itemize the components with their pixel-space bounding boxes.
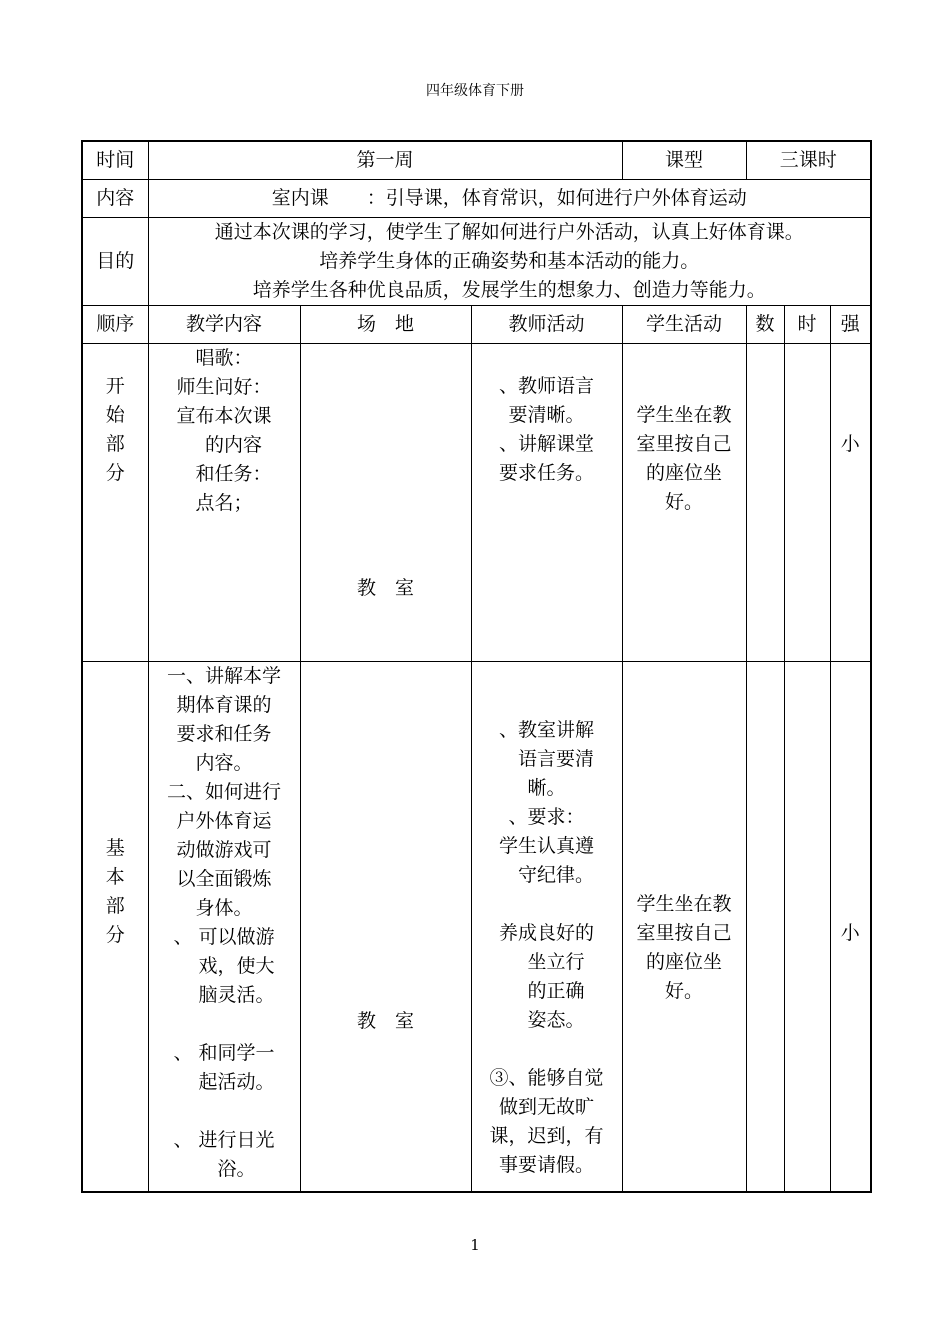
basic-teacher-lines (472, 662, 622, 1180)
col-header-order: 顺序 (82, 306, 148, 344)
start-student-lines (623, 344, 746, 517)
venue-text: 教 室 (356, 1010, 414, 1032)
goal-line: 培养学生各种优良品质，发展学生的想象力、创造力等能力。 (252, 279, 766, 301)
type-label: 课型 (622, 141, 746, 180)
teacher-line: 的正确 (508, 980, 585, 1002)
teacher-line: 、要求： (508, 806, 585, 828)
content-line: 的内容 (185, 434, 262, 456)
start-teacher-lines (472, 344, 622, 488)
col-header-count: 数 (746, 306, 784, 344)
col-header-teacher: 教师活动 (471, 306, 622, 344)
start-teacher (471, 344, 622, 662)
content-line: 二、如何进行 (166, 781, 281, 803)
content-label: 内容 (82, 180, 148, 218)
basic-content-lines (149, 662, 300, 1184)
teacher-line: 守纪律。 (499, 864, 595, 886)
content-line: 起活动。 (173, 1071, 275, 1093)
col-header-content: 教学内容 (148, 306, 300, 344)
basic-intensity (830, 662, 871, 1193)
intensity-value: 小 (840, 433, 860, 455)
teacher-line: 做到无故旷 (499, 1096, 595, 1118)
content-line: 期体育课的 (176, 694, 272, 716)
start-content (148, 344, 300, 662)
col-header-time: 时 (784, 306, 830, 344)
content-line: 浴。 (192, 1158, 256, 1180)
student-line: 好。 (665, 980, 704, 1002)
teacher-line: 语言要清 (499, 748, 595, 770)
order-char: 基 (105, 837, 125, 859)
goal-lines (149, 218, 871, 305)
lesson-plan-table (81, 140, 872, 1193)
start-content-lines (149, 344, 300, 518)
content-line: 、 可以做游 (173, 926, 275, 948)
content-line (149, 1010, 300, 1039)
start-section-row (82, 344, 871, 662)
start-intensity (830, 344, 871, 662)
student-line: 的座位坐 (646, 462, 723, 484)
col-header-intensity: 强 (830, 306, 871, 344)
content-line: 宣布本次课 (176, 405, 272, 427)
student-line: 室里按自己 (636, 922, 732, 944)
col-header-venue: 场 地 (300, 306, 471, 344)
order-char: 分 (105, 462, 125, 484)
teacher-line: 晰。 (527, 777, 566, 799)
start-order-lines (83, 344, 148, 488)
time-label: 时间 (82, 141, 148, 180)
order-char: 开 (105, 375, 125, 397)
order-char: 本 (105, 866, 125, 888)
student-line: 好。 (665, 491, 704, 513)
student-line: 学生坐在教 (636, 893, 732, 915)
start-student (622, 344, 746, 662)
intensity-value: 小 (840, 922, 860, 944)
goal-text (148, 218, 871, 306)
page-number: 1 (470, 1236, 480, 1254)
teacher-line: 养成良好的 (499, 922, 595, 944)
venue-text: 教 室 (356, 577, 414, 599)
content-line: 戏，使大 (173, 955, 275, 977)
start-time (784, 344, 830, 662)
content-value: 室内课 ：引导课，体育常识，如何进行户外体育运动 (148, 180, 871, 218)
week-value: 第一周 (148, 141, 622, 180)
content-line (149, 1097, 300, 1126)
content-line: 要求和任务 (176, 723, 272, 745)
start-venue (300, 344, 471, 662)
basic-time (784, 662, 830, 1193)
student-line: 的座位坐 (646, 951, 723, 973)
content-line: 点名； (195, 492, 253, 514)
content-line: 师生问好： (176, 376, 272, 398)
order-char: 分 (105, 924, 125, 946)
basic-student-lines (623, 662, 746, 1006)
content-line: 动做游戏可 (176, 839, 272, 861)
teacher-line: 、教师语言 (499, 375, 595, 397)
order-char: 部 (105, 433, 125, 455)
content-line: 和任务： (176, 463, 272, 485)
basic-content (148, 662, 300, 1193)
start-order (82, 344, 148, 662)
document-header: 四年级体育下册 (426, 83, 524, 99)
teacher-line: 要求任务。 (499, 462, 595, 484)
student-line: 学生坐在教 (636, 404, 732, 426)
basic-venue (300, 662, 471, 1193)
teacher-line (472, 1035, 622, 1064)
basic-student (622, 662, 746, 1193)
teacher-line: 学生认真遵 (499, 835, 595, 857)
basic-order (82, 662, 148, 1193)
content-line: 、 进行日光 (173, 1129, 275, 1151)
order-char: 部 (105, 895, 125, 917)
teacher-line: 、讲解课堂 (499, 433, 595, 455)
teacher-line: 、教室讲解 (499, 719, 595, 741)
teacher-line: ③、能够自觉 (489, 1067, 604, 1089)
col-header-student: 学生活动 (622, 306, 746, 344)
teacher-line: 坐立行 (508, 951, 585, 973)
content-line: 身体。 (195, 897, 253, 919)
basic-count (746, 662, 784, 1193)
content-line: 、 和同学一 (173, 1042, 275, 1064)
content-line: 唱歌： (195, 347, 253, 369)
goal-line: 培养学生身体的正确姿势和基本活动的能力。 (319, 250, 700, 272)
type-value: 三课时 (746, 141, 871, 180)
goal-line: 通过本次课的学习，使学生了解如何进行户外活动，认真上好体育课。 (214, 221, 804, 243)
content-line: 以全面锻炼 (176, 868, 272, 890)
teacher-line: 姿态。 (508, 1009, 585, 1031)
teacher-line: 要清晰。 (508, 404, 585, 426)
teacher-line: 事要请假。 (499, 1154, 595, 1176)
content-line: 脑灵活。 (173, 984, 275, 1006)
content-line: 户外体育运 (176, 810, 272, 832)
teacher-line (472, 890, 622, 919)
basic-order-lines (83, 662, 148, 950)
content-line: 一、讲解本学 (166, 665, 281, 687)
basic-section-row (82, 662, 871, 1193)
goal-label: 目的 (82, 218, 148, 306)
teacher-line: 课，迟到，有 (489, 1125, 604, 1147)
order-char: 始 (105, 404, 125, 426)
basic-teacher (471, 662, 622, 1193)
start-count (746, 344, 784, 662)
content-line: 内容。 (195, 752, 253, 774)
student-line: 室里按自己 (636, 433, 732, 455)
